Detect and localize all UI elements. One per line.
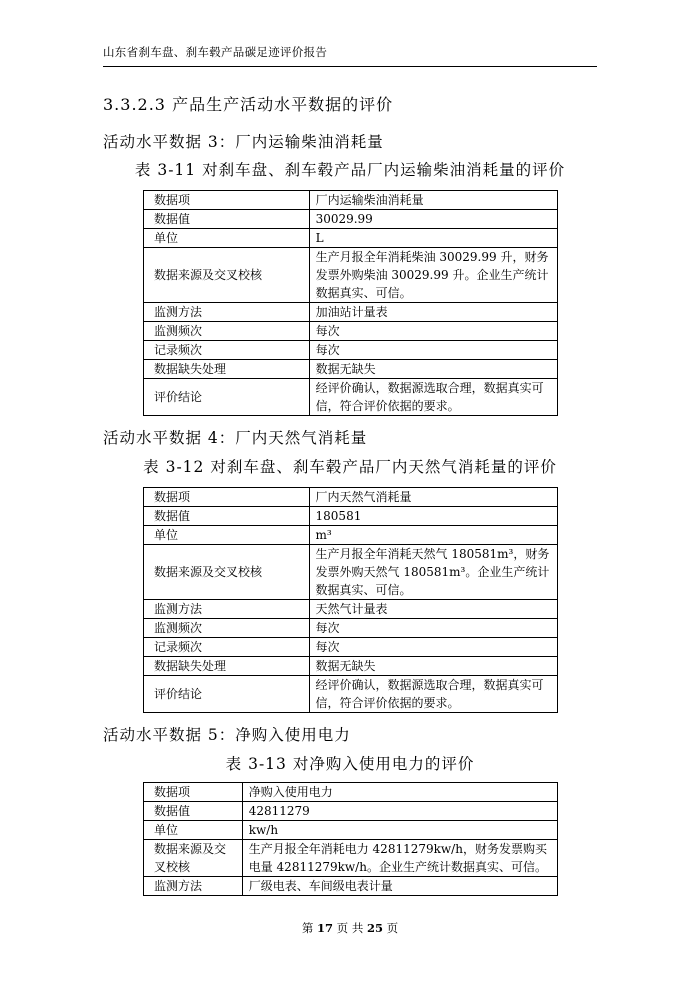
table-row [144,248,558,303]
row-value: 30029.99 [309,210,557,229]
activity-title-4: 活动水平数据 4：厂内天然气消耗量 [103,429,368,447]
activity-title-5: 活动水平数据 5：净购入使用电力 [103,726,351,744]
row-key: 单位 [144,526,310,545]
row-key: 记录频次 [144,341,310,360]
row-value: 加油站计量表 [309,303,557,322]
row-value: 厂内运输柴油消耗量 [309,191,557,210]
table-row [144,545,558,600]
row-key: 监测方法 [144,600,310,619]
row-key: 数据项 [144,783,243,802]
table-row [144,802,558,821]
activity-title-3: 活动水平数据 3：厂内运输柴油消耗量 [103,133,384,151]
row-value: 180581 [309,507,557,526]
table-row [144,322,558,341]
row-key: 数据值 [144,507,310,526]
row-key: 监测频次 [144,322,310,341]
row-key: 评价结论 [144,676,310,713]
table-row [144,676,558,713]
evaluation-table-3-12 [143,487,558,713]
running-header: 山东省刹车盘、刹车毂产品碳足迹评价报告 [103,45,328,59]
row-value: 净购入使用电力 [242,783,557,802]
row-key: 监测频次 [144,619,310,638]
row-key: 评价结论 [144,379,310,416]
table-row [144,210,558,229]
page-footer [0,920,700,936]
row-value: 天然气计量表 [309,600,557,619]
row-key: 监测方法 [144,303,310,322]
table-row [144,360,558,379]
evaluation-table-3-13 [143,782,558,896]
table-caption-3-11: 表 3-11 对刹车盘、刹车毂产品厂内运输柴油消耗量的评价 [134,161,566,179]
row-value: 经评价确认，数据源选取合理，数据真实可信，符合评价依据的要求。 [309,676,557,713]
row-key: 数据来源及交叉校核 [144,545,310,600]
row-key: 数据缺失处理 [144,657,310,676]
row-key: 数据值 [144,802,243,821]
row-value: 生产月报全年消耗柴油 30029.99 升，财务发票外购柴油 30029.99 升。企业生产统计数据真实、可信。 [309,248,557,303]
row-value: 每次 [309,322,557,341]
footer-middle: 页 共 [336,921,364,935]
table-row [144,638,558,657]
row-key: 记录频次 [144,638,310,657]
table-row [144,783,558,802]
footer-suffix: 页 [386,921,399,935]
table-row [144,600,558,619]
total-pages: 25 [366,921,383,935]
row-key: 单位 [144,229,310,248]
row-key: 数据缺失处理 [144,360,310,379]
row-value: 每次 [309,341,557,360]
row-value: 生产月报全年消耗天然气 180581m³，财务发票外购天然气 180581m³。企业生产统计数据真实、可信。 [309,545,557,600]
row-key: 监测方法 [144,877,243,896]
row-key: 单位 [144,821,243,840]
table-row [144,191,558,210]
footer-prefix: 第 [301,921,314,935]
table-row [144,229,558,248]
row-key: 数据来源及交叉校核 [144,248,310,303]
row-value: 42811279 [242,802,557,821]
table-row [144,657,558,676]
section-heading: 3.3.2.3 产品生产活动水平数据的评价 [103,95,394,114]
evaluation-table-3-11 [143,190,558,416]
table-row [144,877,558,896]
table-row [144,507,558,526]
table-row [144,488,558,507]
row-key: 数据值 [144,210,310,229]
header-rule [103,66,597,67]
row-key: 数据项 [144,191,310,210]
table-row [144,821,558,840]
page-number: 17 [317,921,334,935]
row-value: 数据无缺失 [309,657,557,676]
row-value: kw/h [242,821,557,840]
row-value: 每次 [309,619,557,638]
row-key: 数据来源及交叉校核 [144,840,243,877]
row-value: L [309,229,557,248]
table-row [144,840,558,877]
row-value: 经评价确认，数据源选取合理，数据真实可信，符合评价依据的要求。 [309,379,557,416]
table-row [144,526,558,545]
row-value: 生产月报全年消耗电力 42811279kw/h，财务发票购买电量 42811279kw/h。企业生产统计数据真实、可信。 [242,840,557,877]
table-row [144,379,558,416]
row-value: 每次 [309,638,557,657]
table-row [144,619,558,638]
row-value: m³ [309,526,557,545]
row-value: 厂级电表、车间级电表计量 [242,877,557,896]
row-value: 厂内天然气消耗量 [309,488,557,507]
row-value: 数据无缺失 [309,360,557,379]
row-key: 数据项 [144,488,310,507]
table-row [144,341,558,360]
table-caption-3-13: 表 3-13 对净购入使用电力的评价 [225,755,475,773]
table-row [144,303,558,322]
table-caption-3-12: 表 3-12 对刹车盘、刹车毂产品厂内天然气消耗量的评价 [143,458,557,476]
